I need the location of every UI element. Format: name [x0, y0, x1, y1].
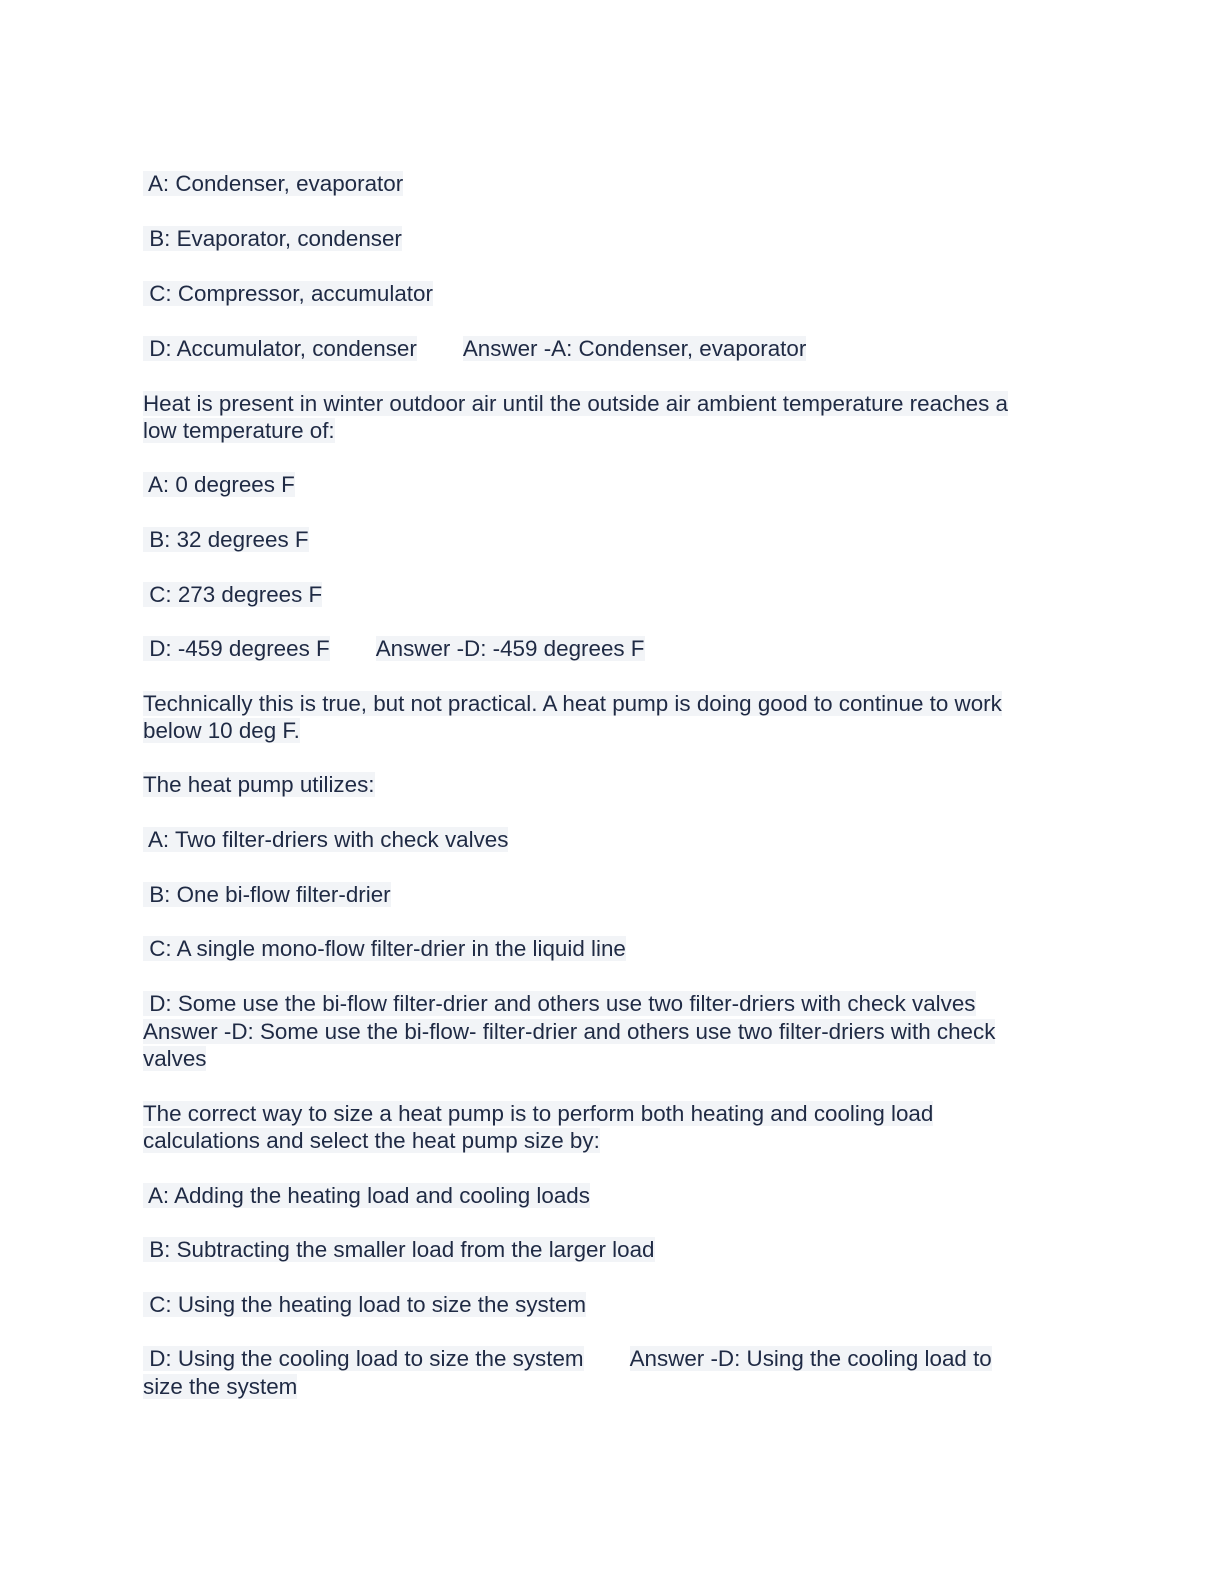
- q3-answer-line2: valves: [143, 1046, 207, 1071]
- q2-option-a: A: 0 degrees F: [143, 472, 295, 497]
- q4-option-c: C: Using the heating load to size the system: [143, 1292, 587, 1317]
- q1-option-b: B: Evaporator, condenser: [143, 226, 402, 251]
- q2-option-b: B: 32 degrees F: [143, 527, 309, 552]
- q3-option-a: A: Two filter-driers with check valves: [143, 827, 509, 852]
- q1-option-c: C: Compressor, accumulator: [143, 281, 433, 306]
- q3-option-b: B: One bi-flow filter-drier: [143, 882, 391, 907]
- q4-question-line2: calculations and select the heat pump size by:: [143, 1128, 600, 1153]
- q4-option-a: A: Adding the heating load and cooling loads: [143, 1183, 590, 1208]
- q1-option-d: D: Accumulator, condenser Answer -A: Condenser, evaporator: [143, 336, 807, 361]
- q2-answer: Answer -D: -459 degrees F: [375, 636, 645, 661]
- q4-answer-line1: Answer -D: Using the cooling load to: [629, 1346, 992, 1371]
- q3-option-d: D: Some use the bi-flow filter-drier and others use two filter-driers with check valves: [143, 991, 976, 1016]
- q4-option-d: D: Using the cooling load to size the system Answer -D: Using the cooling load to: [143, 1346, 992, 1371]
- q2-option-c: C: 273 degrees F: [143, 582, 323, 607]
- q2-note-line2: below 10 deg F.: [143, 718, 300, 743]
- q3-question: The heat pump utilizes:: [143, 772, 375, 797]
- q2-note-line1: Technically this is true, but not practical. A heat pump is doing good to continue to work: [143, 691, 1002, 716]
- q4-option-b: B: Subtracting the smaller load from the larger load: [143, 1237, 655, 1262]
- q3-answer-line1: Answer -D: Some use the bi-flow- filter-drier and others use two filter-driers with check: [143, 1019, 996, 1044]
- q4-answer-line2: size the system: [143, 1374, 298, 1399]
- q4-question-line1: The correct way to size a heat pump is to perform both heating and cooling load: [143, 1101, 934, 1126]
- q3-option-c: C: A single mono-flow filter-drier in the liquid line: [143, 936, 626, 961]
- q1-answer: Answer -A: Condenser, evaporator: [462, 336, 807, 361]
- q1-option-a: A: Condenser, evaporator: [143, 171, 404, 196]
- q2-question-line2: low temperature of:: [143, 418, 335, 443]
- q2-option-d: D: -459 degrees F Answer -D: -459 degrees F: [143, 636, 645, 661]
- q2-question-line1: Heat is present in winter outdoor air until the outside air ambient temperature reaches a: [143, 391, 1008, 416]
